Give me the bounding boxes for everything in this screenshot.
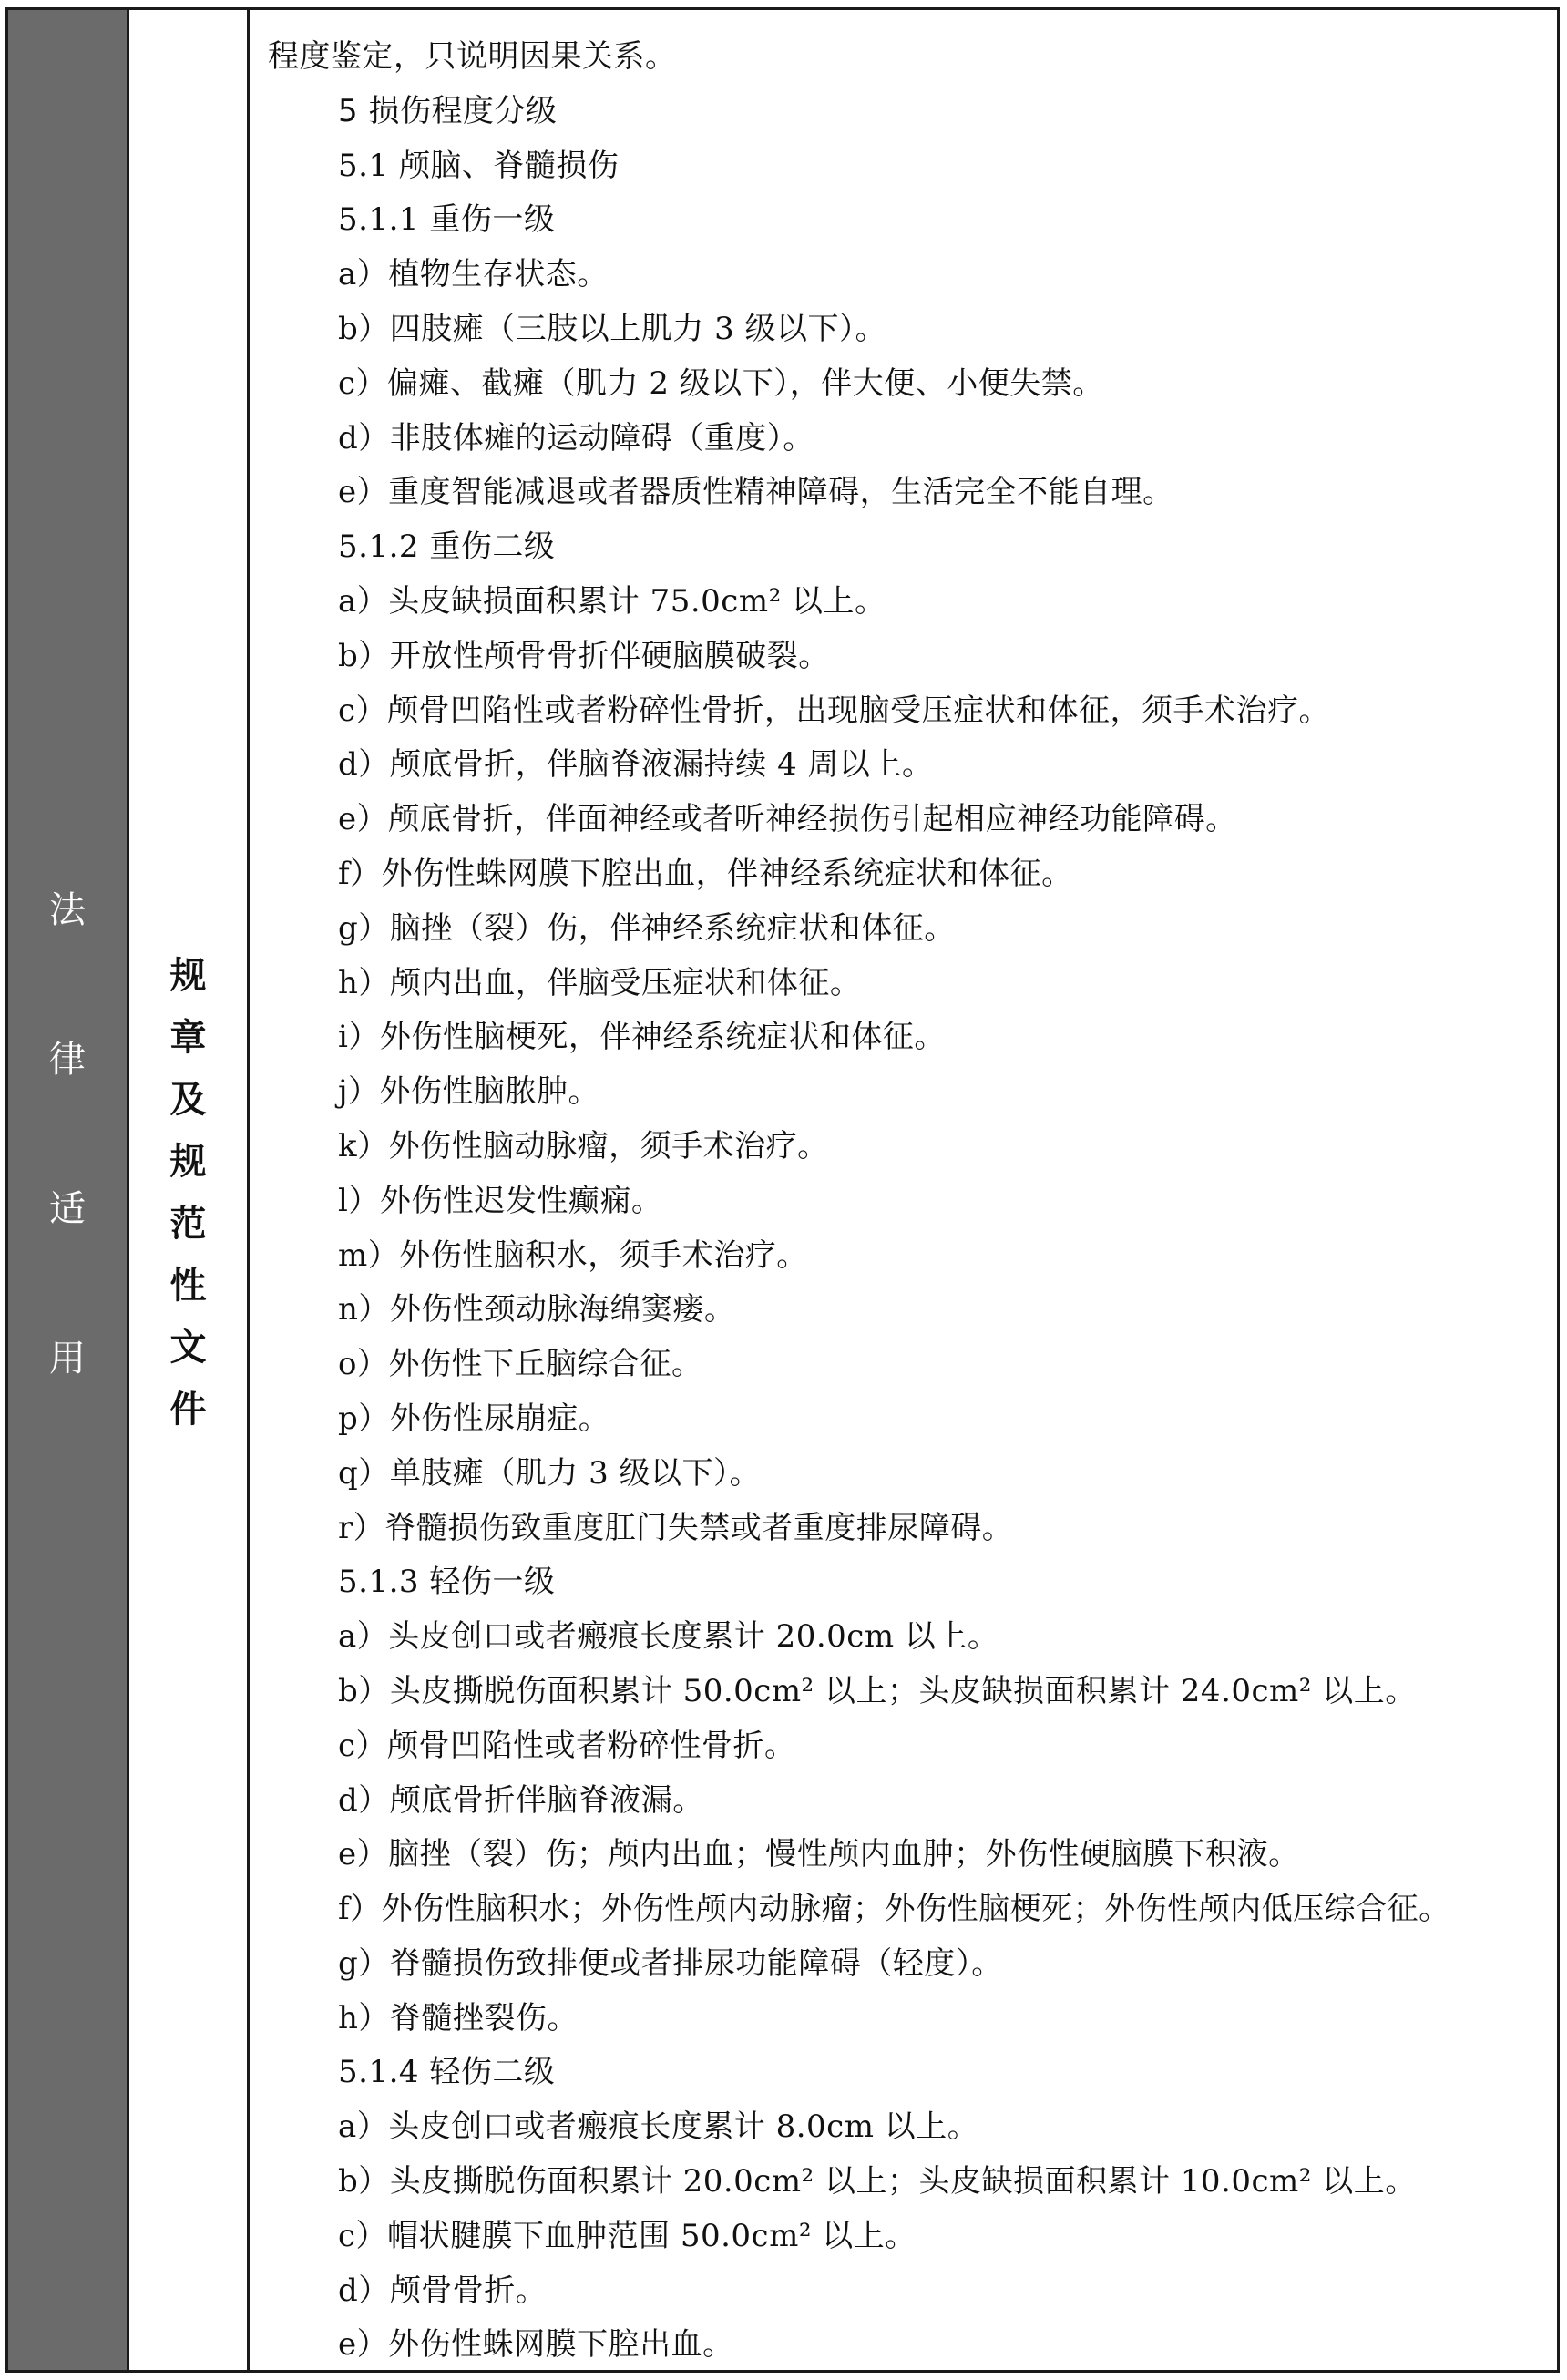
- list-item: f）外伤性脑积水；外伤性颅内动脉瘤；外伤性脑梗死；外伤性颅内低压综合征。: [338, 1891, 1450, 1928]
- list-item: l）外伤性迟发性癫痫。: [338, 1182, 663, 1219]
- category-char: 用: [49, 1338, 86, 1380]
- subcategory-char: 件: [169, 1389, 207, 1431]
- subcategory-char: 规: [169, 1141, 207, 1183]
- subcategory-char: 规: [169, 955, 207, 997]
- list-item: r）脊髓损伤致重度肛门失禁或者重度排尿障碍。: [338, 1509, 1014, 1546]
- list-item: p）外伤性尿崩症。: [338, 1400, 610, 1437]
- clause-heading: 5.1.4 轻伤二级: [338, 2054, 556, 2091]
- subcategory-char: 章: [169, 1017, 207, 1059]
- list-item: e）脑挫（裂）伤；颅内出血；慢性颅内血肿；外伤性硬脑膜下积液。: [338, 1836, 1300, 1873]
- subcategory-column: [129, 10, 250, 2370]
- list-item: f）外伤性蛛网膜下腔出血，伴神经系统症状和体征。: [338, 855, 1073, 892]
- list-item: d）颅底骨折伴脑脊液漏。: [338, 1781, 704, 1819]
- list-item: b）头皮撕脱伤面积累计 50.0cm² 以上；头皮缺损面积累计 24.0cm² 以上。: [338, 1672, 1417, 1709]
- list-item: c）颅骨凹陷性或者粉碎性骨折。: [338, 1727, 796, 1764]
- list-item: j）外伤性脑脓肿。: [338, 1073, 600, 1111]
- list-item: a）头皮缺损面积累计 75.0cm² 以上。: [338, 582, 886, 620]
- clause-heading: 5.1.2 重伤二级: [338, 528, 556, 566]
- list-item: n）外伤性颈动脉海绵窦瘘。: [338, 1291, 736, 1328]
- list-item: e）重度智能减退或者器质性精神障碍，生活完全不能自理。: [338, 474, 1174, 511]
- list-item: b）开放性颅骨骨折伴硬脑膜破裂。: [338, 637, 830, 674]
- list-item: c）颅骨凹陷性或者粉碎性骨折，出现脑受压症状和体征，须手术治疗。: [338, 692, 1331, 729]
- content-column: [250, 10, 1557, 2370]
- list-item: i）外伤性脑梗死，伴神经系统症状和体征。: [338, 1019, 946, 1056]
- list-item: c）帽状腱膜下血肿范围 50.0cm² 以上。: [338, 2217, 917, 2254]
- category-column: [8, 10, 129, 2370]
- list-item: b）四肢瘫（三肢以上肌力 3 级以下）。: [338, 310, 887, 347]
- list-item: h）颅内出血，伴脑受压症状和体征。: [338, 964, 862, 1001]
- subsection-heading: 5.1 颅脑、脊髓损伤: [338, 147, 620, 184]
- continuation-text: 程度鉴定，只说明因果关系。: [268, 38, 677, 75]
- section-heading: 5 损伤程度分级: [338, 92, 558, 129]
- list-item: q）单肢瘫（肌力 3 级以下）。: [338, 1454, 762, 1492]
- list-item: d）颅骨骨折。: [338, 2272, 548, 2309]
- list-item: e）外伤性蛛网膜下腔出血。: [338, 2326, 734, 2364]
- subcategory-char: 及: [169, 1079, 207, 1121]
- list-item: d）非肢体瘫的运动障碍（重度）。: [338, 419, 814, 457]
- clause-heading: 5.1.3 轻伤一级: [338, 1564, 556, 1601]
- list-item: k）外伤性脑动脉瘤，须手术治疗。: [338, 1127, 829, 1164]
- list-item: m）外伤性脑积水，须手术治疗。: [338, 1236, 808, 1274]
- list-item: g）脊髓损伤致排便或者排尿功能障碍（轻度）。: [338, 1944, 1003, 1982]
- list-item: o）外伤性下丘脑综合征。: [338, 1346, 703, 1383]
- list-item: g）脑挫（裂）伤，伴神经系统症状和体征。: [338, 909, 956, 947]
- subcategory-char: 范: [169, 1203, 207, 1245]
- clause-heading: 5.1.1 重伤一级: [338, 201, 556, 239]
- list-item: h）脊髓挫裂伤。: [338, 1999, 579, 2036]
- list-item: a）头皮创口或者瘢痕长度累计 8.0cm 以上。: [338, 2108, 979, 2146]
- list-item: d）颅底骨折，伴脑脊液漏持续 4 周以上。: [338, 746, 934, 784]
- subcategory-char: 性: [169, 1265, 207, 1307]
- category-char: 法: [49, 889, 86, 931]
- list-item: e）颅底骨折，伴面神经或者听神经损伤引起相应神经功能障碍。: [338, 801, 1237, 838]
- list-item: c）偏瘫、截瘫（肌力 2 级以下），伴大便、小便失禁。: [338, 364, 1104, 402]
- subcategory-char: 文: [169, 1327, 207, 1369]
- document-table: [5, 7, 1560, 2373]
- category-char: 律: [49, 1039, 86, 1081]
- category-label: [8, 889, 127, 1490]
- list-item: b）头皮撕脱伤面积累计 20.0cm² 以上；头皮缺损面积累计 10.0cm² 以上。: [338, 2163, 1417, 2200]
- list-item: a）植物生存状态。: [338, 256, 609, 293]
- category-char: 适: [49, 1188, 86, 1230]
- list-item: a）头皮创口或者瘢痕长度累计 20.0cm 以上。: [338, 1618, 999, 1656]
- subcategory-label: [129, 955, 247, 1453]
